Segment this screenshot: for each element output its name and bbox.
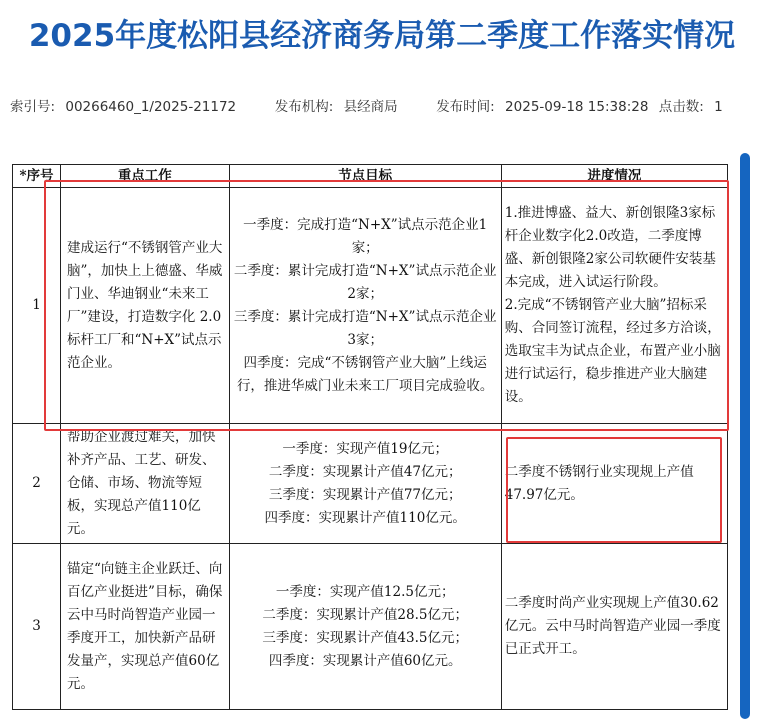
highlight-box-row-1 [44,180,729,431]
click-count-label: 点击数: [658,99,704,115]
row-progress [501,544,727,710]
row-targets [229,544,501,710]
target-q2: 二季度：累计完成打造“N+X”试点示范企业2家； [233,262,497,302]
publish-time-value: 2025-09-18 15:38:28 [505,99,649,115]
publisher-label: 发布机构: [274,99,334,115]
index-value: 00266460_1/2025-21172 [65,99,237,115]
target-q2: 二季度：实现累计产值28.5亿元； [262,606,468,623]
header-target: 节点目标 [229,165,501,188]
row-work: 锚定“向链主企业跃迁、向百亿产业挺进”目标，确保云中马时尚智造产业园一季度开工，加快新产品研发量产，实现总产值60亿元。 [61,544,230,710]
progress-item: 二季度时尚产业实现规上产值30.62亿元。云中马时尚智造产业园一季度已正式开工。 [504,595,721,657]
target-q4: 四季度：实现累计产值110亿元。 [264,509,466,526]
header-no: *序号 [13,165,61,188]
index-label: 索引号: [10,99,56,115]
row-work: 帮助企业渡过难关，加快补齐产品、工艺、研发、仓储、市场、物流等短板，实现总产值110亿元。 [61,424,230,544]
target-q3: 三季度：实现累计产值77亿元； [268,486,462,503]
row-no: 1 [13,188,61,424]
table-row [13,544,728,710]
page-title: 2025年度松阳县经济商务局第二季度工作落实情况 [28,18,736,54]
target-q3: 三季度：累计完成打造“N+X”试点示范企业3家； [233,308,497,348]
target-q1: 一季度：完成打造“N+X”试点示范企业1家； [243,216,488,256]
header-progress: 进度情况 [501,165,727,188]
highlight-box-row-2-progress [506,437,722,543]
article-meta [10,95,760,115]
row-targets [229,424,501,544]
header-work: 重点工作 [61,165,230,188]
progress-item: 1.推进博盛、益大、新创银隆3家标杆企业数字化2.0改造，二季度博盛、新创银隆2家公司软硬件安装基本完成，进入试运行阶段。 [504,205,716,290]
progress-item: 二季度不锈钢行业实现规上产值47.97亿元。 [504,463,694,503]
publish-time-label: 发布时间: [436,99,495,115]
target-q1: 一季度：实现产值19亿元； [282,440,449,457]
vertical-scrollbar[interactable] [740,153,750,719]
target-q4: 四季度：实现累计产值60亿元。 [268,652,462,669]
row-no: 3 [13,544,61,710]
row-no: 2 [13,424,61,544]
target-q1: 一季度：实现产值12.5亿元； [275,583,455,600]
target-q3: 三季度：实现累计产值43.5亿元； [262,629,468,646]
row-work: 建成运行“不锈钢管产业大脑”，加快上上德盛、华威门业、华迪钢业“未来工厂”建设，打造数字化 2.0 标杆工厂和“N+X”试点示范企业。 [61,188,230,424]
publisher-value: 县经商局 [343,99,398,115]
target-q2: 二季度：实现累计产值47亿元； [268,463,462,480]
click-count-value: 1 [714,99,723,115]
progress-item: 2.完成“不锈钢管产业大脑”招标采购、合同签订流程，经过多方洽谈，选取宝丰为试点企业，布置产业小脑进行试运行，稳步推进产业大脑建设。 [504,297,721,405]
target-q4: 四季度：完成“不锈钢管产业大脑”上线运行，推进华威门业未来工厂项目完成验收。 [236,354,494,394]
